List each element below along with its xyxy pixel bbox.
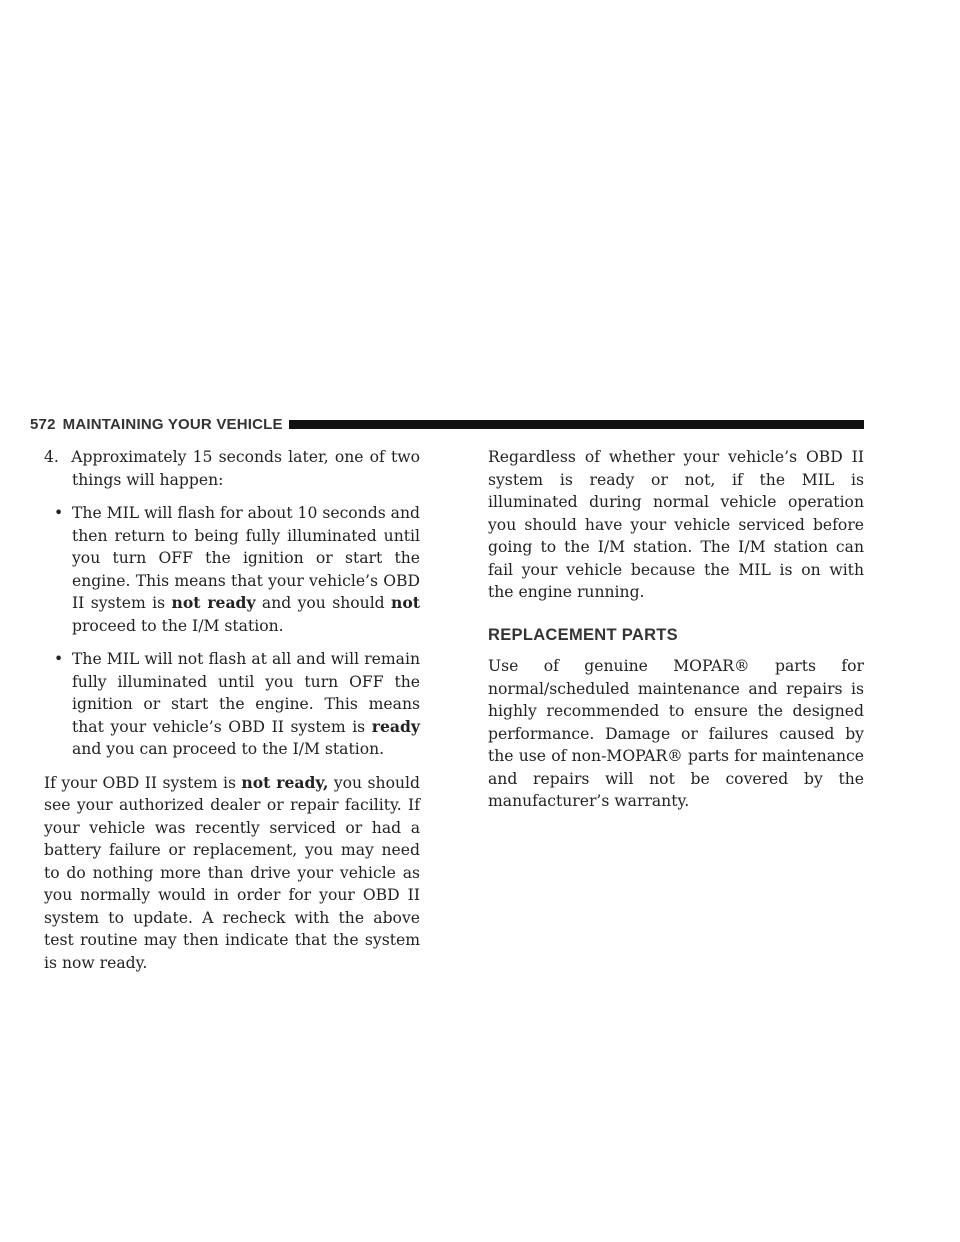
right-column (488, 446, 864, 824)
step-number: 4. (44, 448, 59, 466)
bullet-dot: • (54, 650, 64, 668)
bullet-ready: • The MIL will not flash at all and will remain fully illuminated until you turn OFF the ignition or start the engine. This means that your vehicle’s OBD II system is ready and you can proceed to the I/M station. (54, 650, 420, 758)
section-title: MAINTAINING YOUR VEHICLE (62, 415, 283, 433)
header-rule (289, 420, 864, 429)
bold-not: not (391, 593, 420, 612)
bullet-dot: • (54, 504, 64, 522)
left-column (44, 446, 420, 985)
paragraph-replacement-parts: Use of genuine MOPAR® parts for normal/scheduled maintenance and repairs is highly recommended to ensure the designed performance. Damage or failures caused by the use of non-MOPAR® parts for maintenance and repairs will not be covered by the manufacturer’s warranty. (488, 657, 864, 810)
bold-not-ready: not ready (171, 593, 256, 612)
page-header (30, 414, 864, 434)
paragraph-mil-illuminated: Regardless of whether your vehicle’s OBD II system is ready or not, if the MIL is illuminated during normal vehicle operation you should have your vehicle serviced before going to the I/M station. The I/M station can fail your vehicle because the MIL is on with the engine running. (488, 448, 864, 601)
section-heading-replacement-parts: REPLACEMENT PARTS (488, 625, 678, 644)
step-4 (44, 446, 420, 491)
bullet-not-ready: • The MIL will flash for about 10 seconds and then return to being fully illuminated until you turn OFF the ignition or start the engine. This means that your vehicle’s OBD II system is not ready and you should not proceed to the I/M station. (54, 504, 420, 635)
bold-ready: ready (371, 716, 420, 736)
paragraph-not-ready: If your OBD II system is not ready, you should see your authorized dealer or repair facility. If your vehicle was recently serviced or had a battery failure or replacement, you may need to do nothing more than drive your vehicle as you normally would in order for your OBD II system to update. A recheck with the above test routine may then indicate that the system is now ready. (44, 772, 420, 972)
step-text: Approximately 15 seconds later, one of two things will happen: (71, 448, 420, 489)
bold-not-ready-comma: not ready, (241, 772, 329, 792)
page-number: 572 (30, 415, 56, 433)
